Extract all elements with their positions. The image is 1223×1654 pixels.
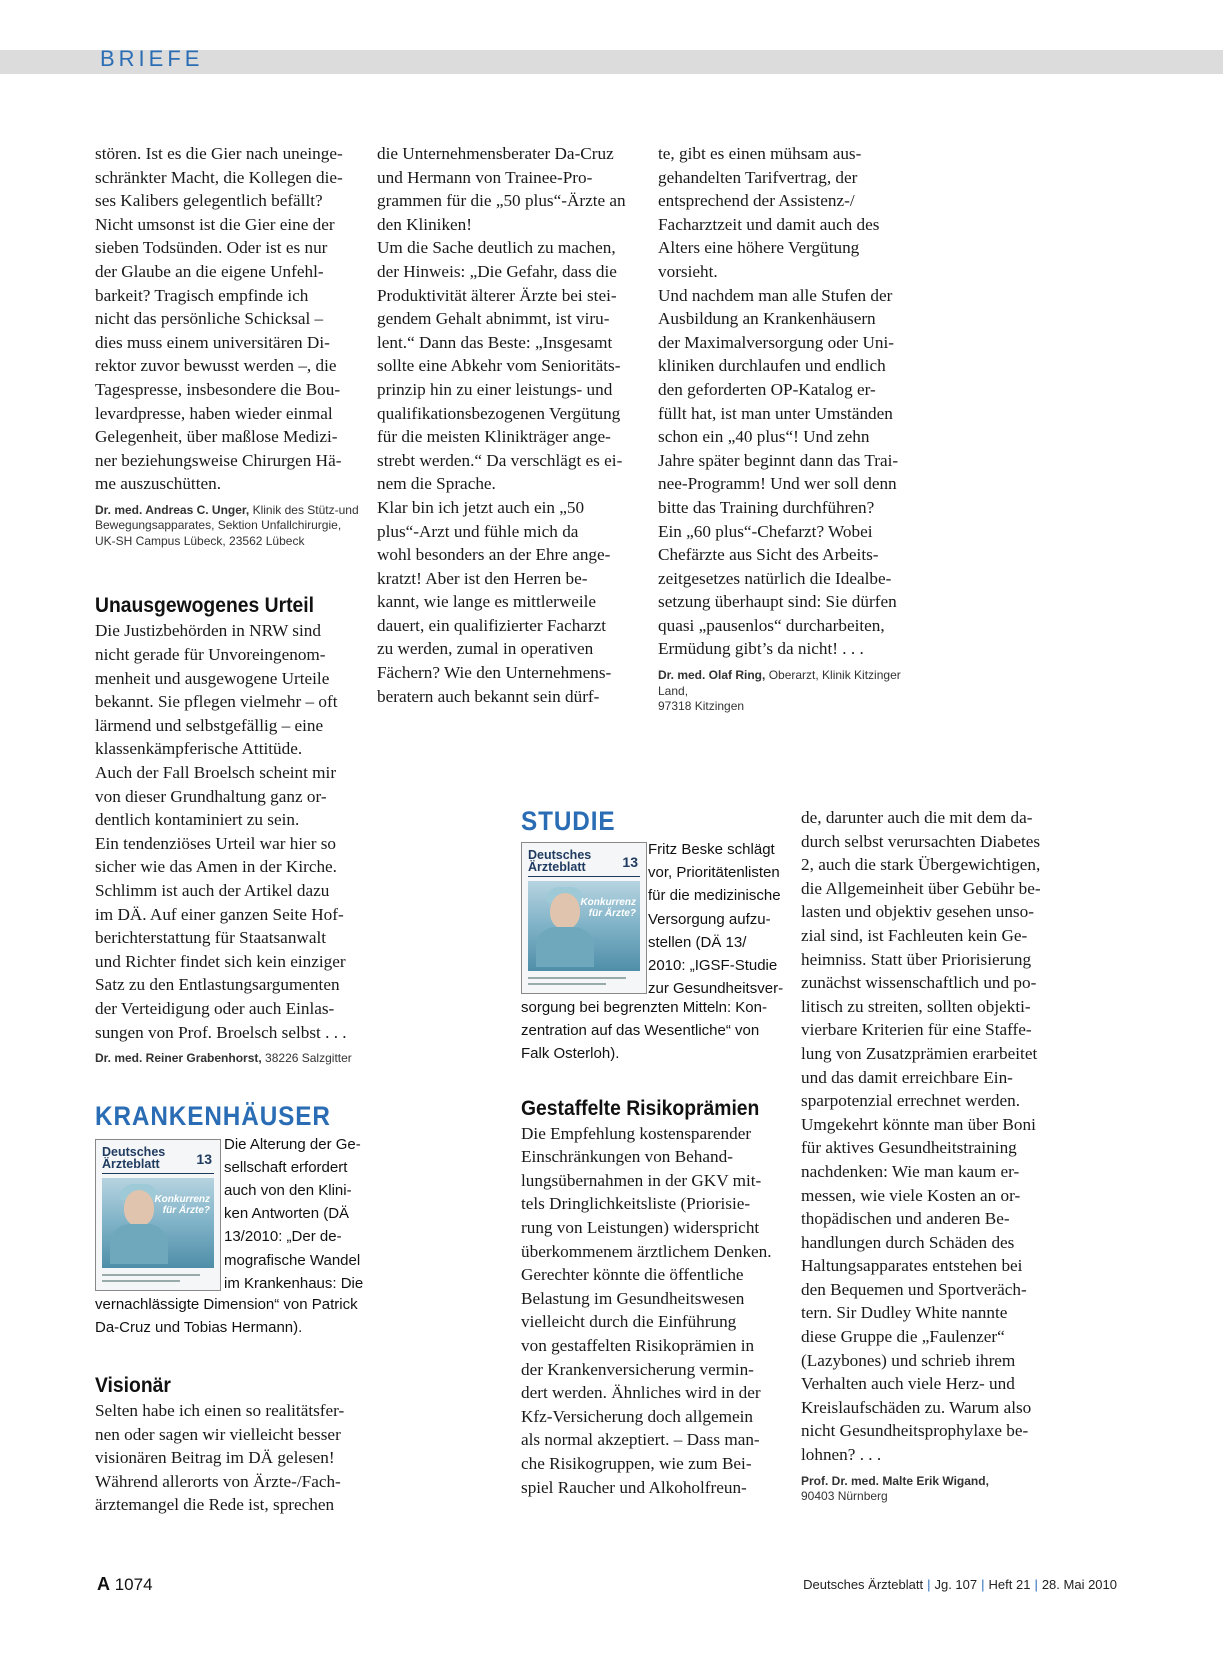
journal-cover-image bbox=[95, 1139, 221, 1291]
letter-headline: Gestaffelte Risikoprämien bbox=[521, 1096, 760, 1120]
letter-text: Selten habe ich einen so realitätsfer- nen oder sagen wir vielleicht besser visionären Beitrag im DÄ gelesen! Während allerorts von Ärzte-/Fach- ärztemangel die Rede ist, sprechen bbox=[95, 1401, 345, 1515]
letter-text: de, darunter auch die mit dem da- durch selbst verursachten Diabetes 2, auch die stark Übergewichtigen, die Allgemeinheit über Gebühr be- lasten und objektiv gesehen unso- zial sind, ist Fachleuten kein Ge- heimniss. Statt über Priorisierung zunächst wissenschaftlich und po- litisch zu streiten, sollten objekti- vierbare Kriterien für eine Staffe- lung von Zusatzprämien erarbeitet und das damit erreichbare Ein- sparpotenzial errechnet werden. Umgekehrt könnte man über Boni für aktives Gesundheitstraining nachdenken: Wie man kaum er- messen, wie viele Kosten an or- thopädischen und anderen Be- handlungen durch Schäden des Haltungsapparates entstehen bei den Bequemen und Sportveräch- tern. Sir Dudley White nannte diese Gruppe die „Faulenzer“ (Lazybones) und schrieb ihrem Verhalten auch viele Herz- und Kreislaufschäden zu. Warum also nicht Gesundheitsprophylaxe be- lohnen? . . . bbox=[801, 808, 1041, 1465]
author-name: Prof. Dr. med. Malte Erik Wigand, bbox=[801, 1473, 989, 1488]
teaser-block bbox=[521, 838, 787, 996]
author-affiliation: Oberarzt, Klinik Kitzinger Land, 97318 Kitzingen bbox=[658, 668, 901, 714]
cover-footer-line bbox=[102, 1280, 180, 1282]
cover-headline: Konkurrenz für Ärzte? bbox=[580, 897, 636, 919]
page-number-value: 1074 bbox=[110, 1575, 153, 1594]
author-affiliation: 90403 Nürnberg bbox=[801, 1489, 888, 1504]
author-name: Dr. med. Olaf Ring, bbox=[658, 668, 766, 683]
divider: | bbox=[1034, 1577, 1038, 1592]
cover-rule bbox=[102, 1173, 214, 1174]
letter-text: die Unternehmensberater Da-Cruz und Hermann von Trainee-Pro- grammen für die „50 plus“-Ärzte an den Kliniken! Um die Sache deutlich zu machen, der Hinweis: „Die Gefahr, dass die Produktivität älterer Ärzte bei stei- gendem Gehalt abnimmt, ist viru- lent.“ Dann das Beste: „Insgesamt sollte eine Abkehr vom Senioritäts- prinzip hin zu einer leistungs- und qualifikationsbezogenen Vergütung für die meisten Klinikträger ange- strebt werden.“ Da verschlägt es ei- nem die Sprache. Klar bin ich jetzt auch ein „50 plus“-Arzt und fühle mich da wohl besonders an der Ehre ange- kratzt! Aber ist den Herren be- kannt, wie lange es mittlerweile dauert, ein qualifizierter Facharzt zu werden, zumal in operativen Fächern? Wie den Unternehmens- beratern auch bekannt sein dürf- bbox=[377, 144, 626, 706]
studie-column-right bbox=[801, 806, 1071, 1505]
teaser-block bbox=[95, 1133, 365, 1293]
cover-footer-line bbox=[528, 983, 606, 985]
letter-text: Die Justizbehörden in NRW sind nicht gerade für Unvoreingenom- menheit und ausgewogene Urteile bekannt. Sie pflegen vielmehr – oft lärmend und selbstgefällig – eine klassenkämpferische Attitüde. Auch der Fall Broelsch scheint mir von dieser Grundhaltung ganz or- dentlich kontaminiert zu sein. Ein tendenziöses Urteil war hier so sicher wie das Amen in der Kirche. Schlimm ist auch der Artikel dazu im DÄ. Auf einer ganzen Seite Hof- berichterstattung für Staatsanwalt und Richter findet sich kein einziger Satz zu den Entlastungsargumenten der Verteidigung oder auch Einlas- sungen von Prof. Broelsch selbst . . . bbox=[95, 621, 347, 1042]
teaser-text: Fritz Beske schlägt vor, Prioritätenlisten für die medizinische Versorgung aufzu- stellen (DÄ 13/ 2010: „IGSF-Studie zur Gesundheitsver- bbox=[648, 841, 784, 998]
author-affiliation: Klinik des Stütz-und Bewegungsapparates, Sektion Unfallchirurgie, UK-SH Campus Lübeck, 23562 Lübeck bbox=[95, 502, 359, 548]
page-number bbox=[97, 1574, 153, 1595]
surgeon-gown bbox=[536, 927, 594, 967]
cover-footer-line bbox=[102, 1274, 200, 1276]
issue: Heft 21 bbox=[988, 1577, 1031, 1592]
letter-headline: Unausgewogenes Urteil bbox=[95, 594, 315, 618]
cover-issue: 13 bbox=[196, 1150, 212, 1167]
page-prefix: A bbox=[97, 1574, 110, 1594]
teaser-text-continued: vernachlässigte Dimension“ von Patrick Da-Cruz und Tobias Hermann). bbox=[95, 1295, 358, 1336]
footer-citation bbox=[803, 1577, 1117, 1592]
cover-title: Deutsches Ärzteblatt bbox=[102, 1144, 166, 1171]
author-name: Dr. med. Andreas C. Unger, bbox=[95, 502, 250, 517]
letter-text: te, gibt es einen mühsam aus- gehandelten Tarifvertrag, der entsprechend der Assistenz-/ Facharztzeit und damit auch des Alters eine höhere Vergütung vorsieht. Und nachdem man alle Stufen der Ausbildung an Krankenhäusern der Maximalversorgung oder Uni- kliniken durchlaufen und endlich den geforderten OP-Katalog er- füllt hat, ist man unter Umständen schon ein „40 plus“! Und zehn Jahre später beginnt dann das Trai- nee-Programm! Und wer soll denn bitte das Training durchführen? Ein „60 plus“-Chefarzt? Wobei Chefärzte aus Sicht des Arbeits- zeitgesetzes natürlich die Idealbe- setzung überhaupt sind: Sie dürfen quasi „pausenlos“ durcharbeiten, Ermüdung gibt’s da nicht! . . . bbox=[658, 144, 899, 659]
surgeon-gown bbox=[110, 1224, 168, 1264]
date: 28. Mai 2010 bbox=[1041, 1577, 1117, 1592]
letter-text: stören. Ist es die Gier nach uneinge- schränkter Macht, die Kollegen die- ses Kalibers gelegentlich befällt? Nicht umsonst ist die Gier eine der sieben Todsünden. Oder ist es nur der Glaube an die eigene Unfehl- barkeit? Tragisch empfinde ich nicht das persönliche Schicksal – dies muss einem universitären Di- rektor zuvor bewusst werden –, die Tagespresse, insbesondere die Bou- levardpresse, haben wieder einmal Gelegenheit, über maßlose Medizi- ner beziehungsweise Chirurgen Hä- me auszuschütten. bbox=[95, 144, 343, 494]
cover-rule bbox=[528, 876, 640, 877]
letter-signature bbox=[801, 1474, 1071, 1505]
volume: Jg. 107 bbox=[934, 1577, 978, 1592]
cover-title: Deutsches Ärzteblatt bbox=[528, 848, 592, 874]
cover-headline: Konkurrenz für Ärzte? bbox=[154, 1193, 210, 1216]
letter-signature bbox=[95, 1051, 365, 1067]
letter-signature bbox=[95, 503, 365, 550]
studie-column bbox=[521, 806, 787, 1499]
cover-photo bbox=[528, 881, 640, 971]
section-header: BRIEFE bbox=[100, 46, 204, 71]
author-affiliation: 38226 Salzgitter bbox=[261, 1051, 352, 1066]
section-title-krankenhaeuser: KRANKENHÄUSER bbox=[95, 1100, 331, 1131]
letter-signature bbox=[658, 668, 928, 715]
surgeon-face bbox=[550, 893, 580, 929]
teaser-text: Die Alterung der Ge- sellschaft erfordert auch von den Klini- ken Antworten (DÄ 13/2010: „Der de- mografische Wandel im Krankenhaus: Die bbox=[224, 1135, 364, 1292]
letter-headline: Visionär bbox=[95, 1374, 171, 1397]
cover-issue: 13 bbox=[622, 854, 638, 870]
divider: | bbox=[927, 1577, 931, 1592]
section-title-studie: STUDIE bbox=[521, 806, 616, 836]
column-1 bbox=[95, 142, 365, 1517]
cover-photo bbox=[102, 1178, 214, 1268]
teaser-text-continued: sorgung bei begrenzten Mitteln: Kon- zentration auf das Wesentliche“ von Falk Osterloh). bbox=[521, 999, 767, 1063]
journal-cover-image bbox=[521, 842, 647, 994]
author-name: Dr. med. Reiner Grabenhorst, bbox=[95, 1051, 262, 1066]
surgeon-face bbox=[124, 1190, 154, 1226]
column-3 bbox=[658, 142, 928, 715]
column-2 bbox=[377, 142, 647, 708]
cover-footer-line bbox=[528, 977, 626, 979]
letter-text: Die Empfehlung kostensparender Einschränkungen von Behand- lungsübernahmen in der GKV mit- tels Dringlichkeitsliste (Priorisie- rung von Leistungen) widerspricht überkommenem ärztlichem Denken. Gerechter könnte die öffentliche Belastung im Gesundheitswesen vielleicht durch die Einführung von gestaffelten Risikoprämien in der Krankenversicherung vermin- dert werden. Ähnliches wird in der Kfz-Versicherung doch allgemein als normal akzeptiert. – Dass man- che Risikogruppen, wie zum Bei- spiel Raucher und Alkoholfreun- bbox=[521, 1123, 772, 1497]
journal-name: Deutsches Ärzteblatt bbox=[803, 1577, 924, 1592]
divider: | bbox=[981, 1577, 985, 1592]
